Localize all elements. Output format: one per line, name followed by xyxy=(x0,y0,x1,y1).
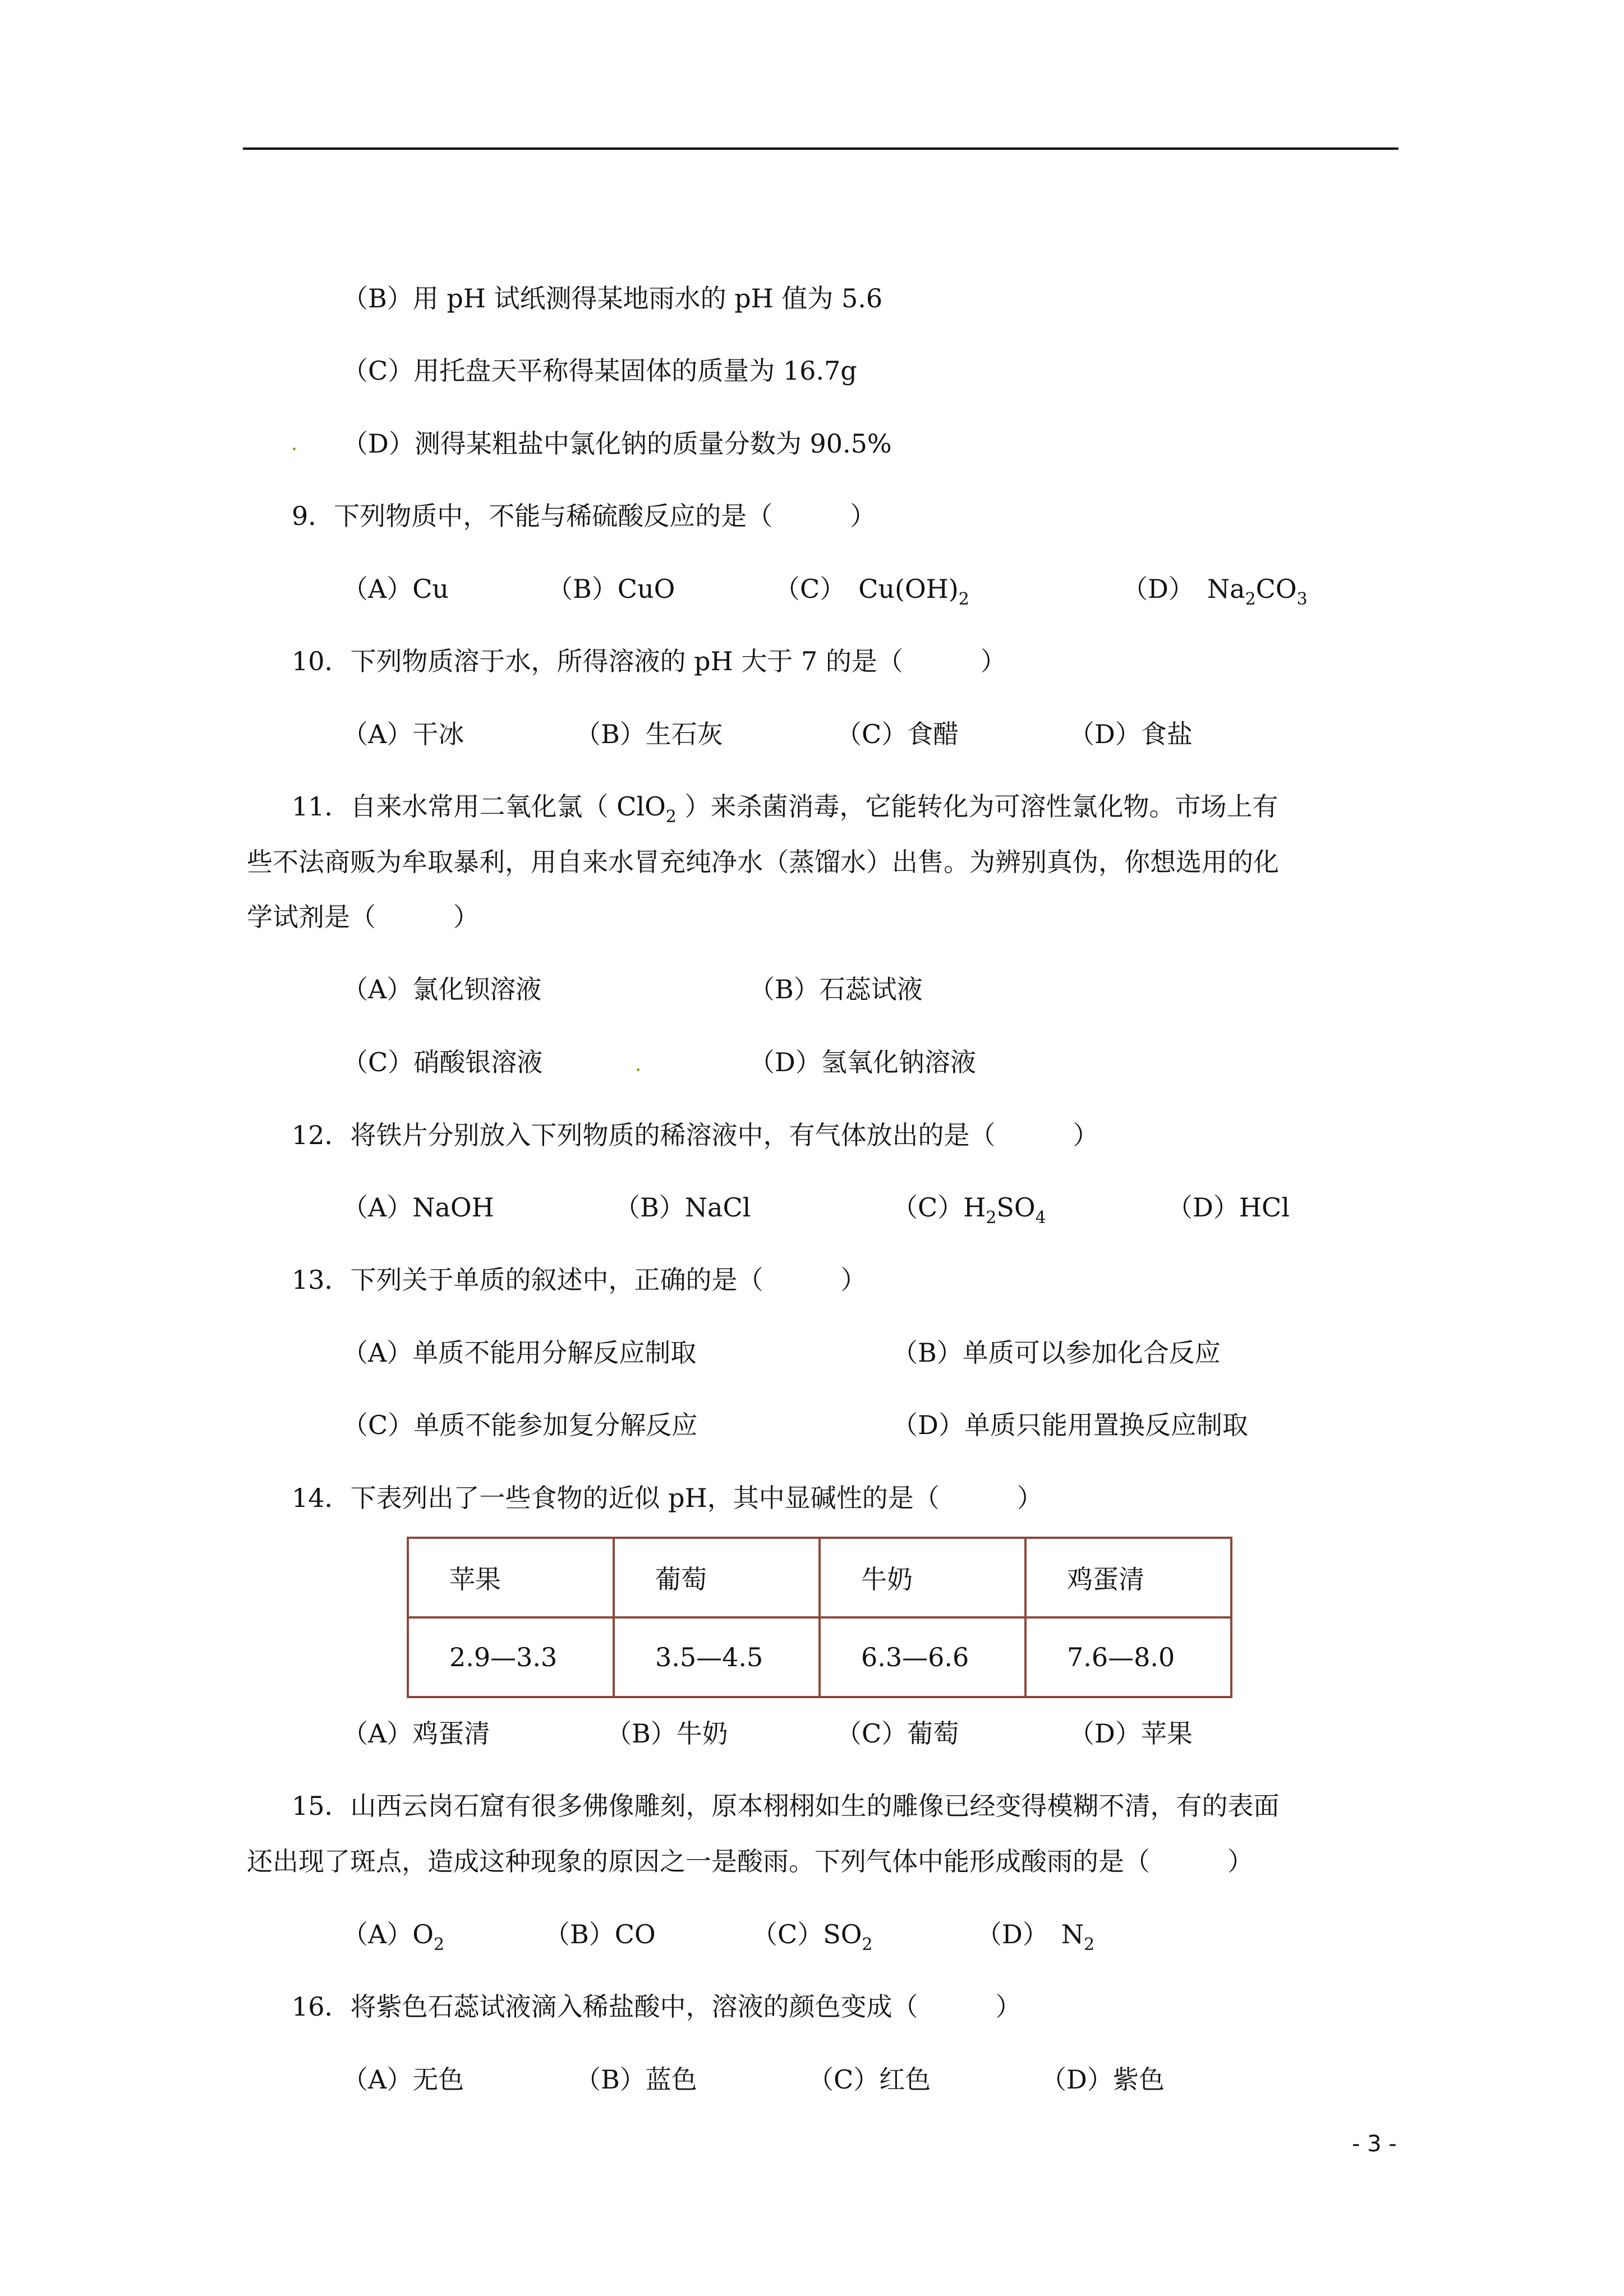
q8-option-c: （C）用托盘天平称得某固体的质量为 16.7g xyxy=(342,356,857,386)
q11-option-a: （A）氯化钡溶液 xyxy=(342,974,542,1004)
q16-option-a: （A）无色 xyxy=(342,2064,464,2095)
table-header-cell: 牛奶 xyxy=(820,1538,1025,1617)
q11-stem-line1: 11．自来水常用二氧化氯（ ClO$_2$ ）来杀菌消毒，它能转化为可溶性氯化物。市场上有 xyxy=(292,791,1278,827)
q14-option-b: （B）牛奶 xyxy=(606,1718,728,1749)
table-header-cell: 鸡蛋清 xyxy=(1025,1538,1231,1617)
table-header-cell: 苹果 xyxy=(408,1538,614,1617)
table-cell: 7.6—8.0 xyxy=(1025,1617,1231,1697)
q10-option-a: （A）干冰 xyxy=(342,719,464,749)
speck-mark xyxy=(637,1068,640,1071)
q10-option-d: （D）食盐 xyxy=(1069,719,1193,749)
q11-stem-line3: 学试剂是（ ） xyxy=(247,902,479,932)
q13-option-a: （A）单质不能用分解反应制取 xyxy=(342,1338,697,1368)
q15-stem-line1: 15．山西云岗石窟有很多佛像雕刻，原本栩栩如生的雕像已经变得模糊不清，有的表面 xyxy=(292,1791,1280,1821)
q12-option-d: （D）HCl xyxy=(1167,1192,1290,1223)
q8-option-d: （D）测得某粗盐中氯化钠的质量分数为 90.5% xyxy=(342,428,892,459)
q12-stem: 12．将铁片分别放入下列物质的稀溶液中，有气体放出的是（ ） xyxy=(292,1120,1099,1150)
q12-option-a: （A）NaOH xyxy=(342,1192,494,1223)
table-header-row xyxy=(408,1538,1231,1617)
q8-option-b: （B）用 pH 试纸测得某地雨水的 pH 值为 5.6 xyxy=(342,283,883,313)
q9-option-b: （B）CuO xyxy=(547,574,675,604)
q10-option-c: （C）食醋 xyxy=(836,719,959,749)
q13-stem: 13．下列关于单质的叙述中，正确的是（ ） xyxy=(292,1265,867,1295)
q14-option-a: （A）鸡蛋清 xyxy=(342,1718,490,1749)
q14-stem: 14．下表列出了一些食物的近似 pH，其中显碱性的是（ ） xyxy=(292,1483,1043,1513)
page-number: - 3 - xyxy=(1352,2131,1397,2157)
speck-mark xyxy=(293,448,296,450)
q16-option-d: （D）紫色 xyxy=(1041,2064,1165,2095)
q12-option-b: （B）NaCl xyxy=(614,1192,751,1223)
q13-option-d: （D）单质只能用置换反应制取 xyxy=(892,1410,1248,1440)
q11-stem-line2: 些不法商贩为牟取暴利，用自来水冒充纯净水（蒸馏水）出售。为辨别真伪，你想选用的化 xyxy=(247,847,1279,877)
q14-option-c: （C）葡萄 xyxy=(836,1718,959,1749)
q9-option-c: （C） $Cu(OH)_2$ xyxy=(774,574,969,609)
q9-option-d: （D） $Na_2CO_3$ xyxy=(1122,574,1308,609)
q15-stem-line2: 还出现了斑点，造成这种现象的原因之一是酸雨。下列气体中能形成酸雨的是（ ） xyxy=(247,1846,1253,1877)
table-header-cell: 葡萄 xyxy=(614,1538,820,1617)
q9-stem: 9．下列物质中，不能与稀硫酸反应的是（ ） xyxy=(292,501,876,531)
q11-option-d: （D）氢氧化钠溶液 xyxy=(749,1047,976,1077)
q15-option-d: （D） $N_2$ xyxy=(976,1919,1095,1954)
header-rule xyxy=(243,147,1398,150)
q13-option-b: （B）单质可以参加化合反应 xyxy=(892,1338,1221,1368)
q15-option-b: （B）CO xyxy=(544,1919,656,1949)
q12-option-c: $(C)H_2SO_4$ xyxy=(892,1192,1046,1228)
table-row xyxy=(408,1617,1231,1697)
q14-option-d: （D）苹果 xyxy=(1069,1718,1193,1749)
q9-option-a: （A）Cu xyxy=(342,574,449,604)
q11-option-b: （B）石蕊试液 xyxy=(749,974,923,1004)
q15-option-c: $(C)SO_2$ xyxy=(752,1919,873,1954)
q10-stem: 10．下列物质溶于水，所得溶液的 pH 大于 7 的是（ ） xyxy=(292,646,1006,676)
table-cell: 6.3—6.6 xyxy=(820,1617,1025,1697)
q16-option-c: （C）红色 xyxy=(808,2064,931,2095)
table-cell: 2.9—3.3 xyxy=(408,1617,614,1697)
table-cell: 3.5—4.5 xyxy=(614,1617,820,1697)
q11-option-c: （C）硝酸银溶液 xyxy=(342,1047,543,1077)
q13-option-c: （C）单质不能参加复分解反应 xyxy=(342,1410,698,1440)
q15-option-a: $(A)O_2$ xyxy=(342,1919,445,1954)
q16-stem: 16．将紫色石蕊试液滴入稀盐酸中，溶液的颜色变成（ ） xyxy=(292,1991,1022,2022)
food-ph-table xyxy=(407,1537,1232,1698)
q10-option-b: （B）生石灰 xyxy=(575,719,723,749)
q16-option-b: （B）蓝色 xyxy=(575,2064,697,2095)
